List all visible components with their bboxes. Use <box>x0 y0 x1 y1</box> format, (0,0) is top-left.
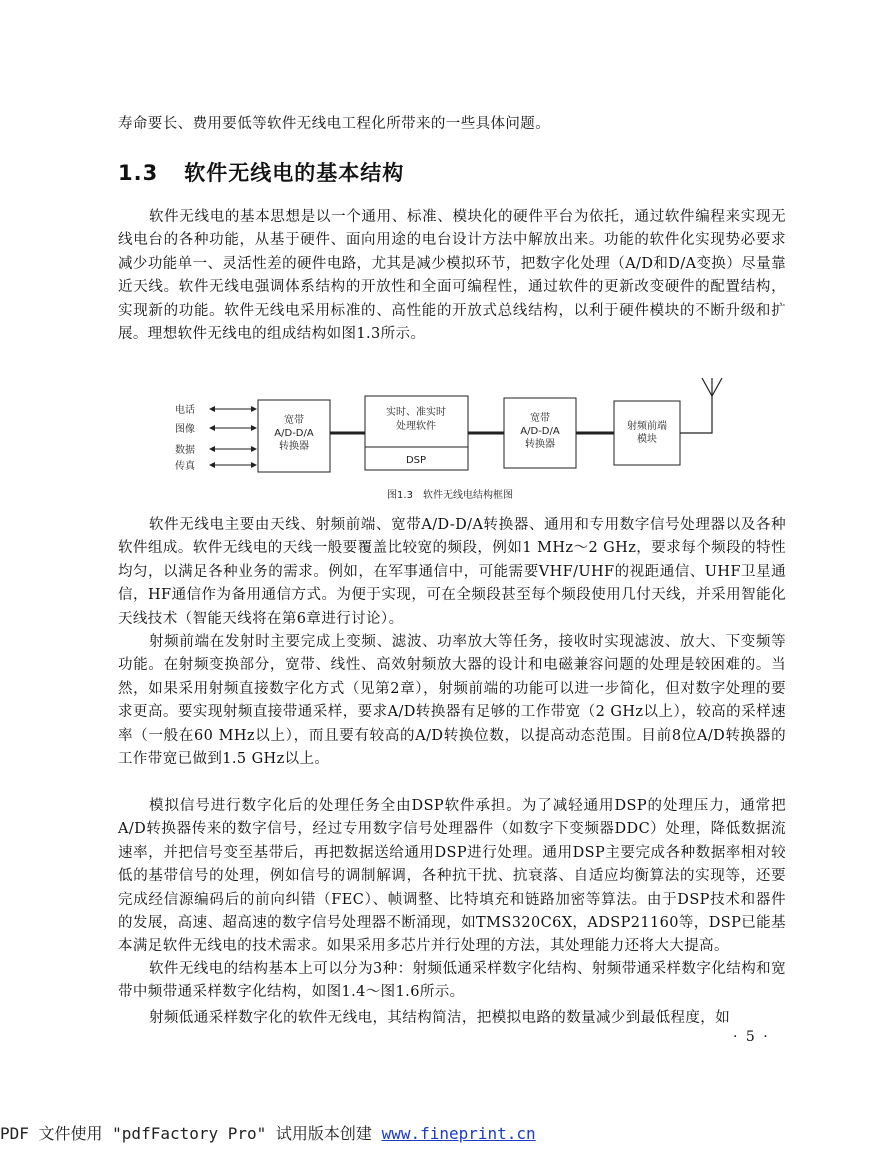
block-processing-label-1: 实时、准实时 <box>386 407 446 418</box>
paragraph-6: 射频低通采样数字化的软件无线电，其结构简洁，把模拟电路的数量减少到最低程度，如 <box>149 1010 731 1026</box>
section-title: 软件无线电的基本结构 <box>184 161 405 185</box>
footer-link[interactable]: www.fineprint.cn <box>381 1124 536 1143</box>
block-rf-frontend <box>614 401 680 465</box>
block-diagram-svg <box>170 376 730 516</box>
figure-block-diagram <box>170 376 730 516</box>
block-adc-label-2: A/D-D/A <box>274 428 314 439</box>
paragraph-2: 软件无线电主要由天线、射频前端、宽带A/D-D/A转换器、通用和专用数字信号处理器以及各种软件组成。软件无线电的天线一般要覆盖比较宽的频段，例如1 MHz～2 GHz，要求每个频段的特性均匀，以满足各种业务的需求。例如，在军事通信中，可能需要VHF/UHF的视距通信、UHF卫星通信，HF通信作为备用通信方式。为便于实现，可在全频段甚至每个频段使用几付天线，并采用智能化天线技术（智能天线将在第6章进行讨论）。 <box>118 517 786 627</box>
input-label-image: 图像 <box>175 424 195 435</box>
block-adc-label-1: 宽带 <box>284 415 304 426</box>
input-label-data: 数据 <box>175 445 195 456</box>
section-heading <box>118 157 404 187</box>
block-rf-label-2: 模块 <box>637 434 657 445</box>
block-rf-label-1: 射频前端 <box>627 421 667 432</box>
input-label-phone: 电话 <box>175 405 195 416</box>
figure-caption: 图1.3 软件无线电结构框图 <box>387 490 513 501</box>
pdf-footer <box>0 1121 536 1144</box>
footer-text: PDF 文件使用 "pdfFactory Pro" 试用版本创建 <box>0 1124 382 1143</box>
section-number: 1.3 <box>118 161 159 185</box>
paragraph-4: 模拟信号进行数字化后的处理任务全由DSP软件承担。为了减轻通用DSP的处理压力，通常把A/D转换器传来的数字信号，经过专用数字信号处理器件（如数字下变频器DDC）处理，降低数据流速率，并把信号变至基带后，再把数据送给通用DSP进行处理。通用DSP主要完成各种数据率相对较低的基带信号的处理，例如信号的调制解调，各种抗干扰、抗衰落、自适应均衡算法的实现等，还要完成经信源编码后的前向纠错（FEC）、帧调整、比特填充和链路加密等算法。由于DSP技术和器件的发展，高速、超高速的数字信号处理器不断涌现，如TMS320C6X，ADSP21160等，DSP已能基本满足软件无线电的技术需求。如果采用多芯片并行处理的方法，其处理能力还将大大提高。 <box>118 798 786 955</box>
antenna-icon <box>680 378 722 433</box>
block-dsp-label: DSP <box>405 455 427 466</box>
page-number: · 5 · <box>733 1029 770 1045</box>
paragraph-3: 射频前端在发射时主要完成上变频、滤波、功率放大等任务，接收时实现滤波、放大、下变频等功能。在射频变换部分，宽带、线性、高效射频放大器的设计和电磁兼容问题的处理是较困难的。当然，如果采用射频直接数字化方式（见第2章），射频前端的功能可以进一步简化，但对数字处理的要求更高。要实现射频直接带通采样，要求A/D转换器有足够的工作带宽（2 GHz以上），较高的采样速率（一般在60 MHz以上），而且要有较高的A/D转换位数，以提高动态范围。目前8位A/D转换器的工作带宽已做到1.5 GHz以上。 <box>118 634 786 768</box>
block-wideband-label-2: A/D-D/A <box>520 426 560 437</box>
input-label-fax: 传真 <box>175 461 195 472</box>
text-line-top: 寿命要长、费用要低等软件无线电工程化所带来的一些具体问题。 <box>118 116 551 132</box>
block-processing-label-2: 处理软件 <box>396 421 436 432</box>
block-wideband-label-1: 宽带 <box>530 413 550 424</box>
block-wideband-label-3: 转换器 <box>525 439 555 450</box>
paragraph-1: 软件无线电的基本思想是以一个通用、标准、模块化的硬件平台为依托，通过软件编程来实现无线电台的各种功能，从基于硬件、面向用途的电台设计方法中解放出来。功能的软件化实现势必要求减少功能单一、灵活性差的硬件电路，尤其是减少模拟环节，把数字化处理（A/D和D/A变换）尽量靠近天线。软件无线电强调体系结构的开放性和全面可编程性，通过软件的更新改变硬件的配置结构，实现新的功能。软件无线电采用标准的、高性能的开放式总线结构，以利于硬件模块的不断升级和扩展。理想软件无线电的组成结构如图1.3所示。 <box>118 209 786 343</box>
block-adc-label-3: 转换器 <box>279 441 309 452</box>
paragraph-5: 软件无线电的结构基本上可以分为3种：射频低通采样数字化结构、射频带通采样数字化结构和宽带中频带通采样数字化结构，如图1.4～图1.6所示。 <box>118 961 786 1001</box>
